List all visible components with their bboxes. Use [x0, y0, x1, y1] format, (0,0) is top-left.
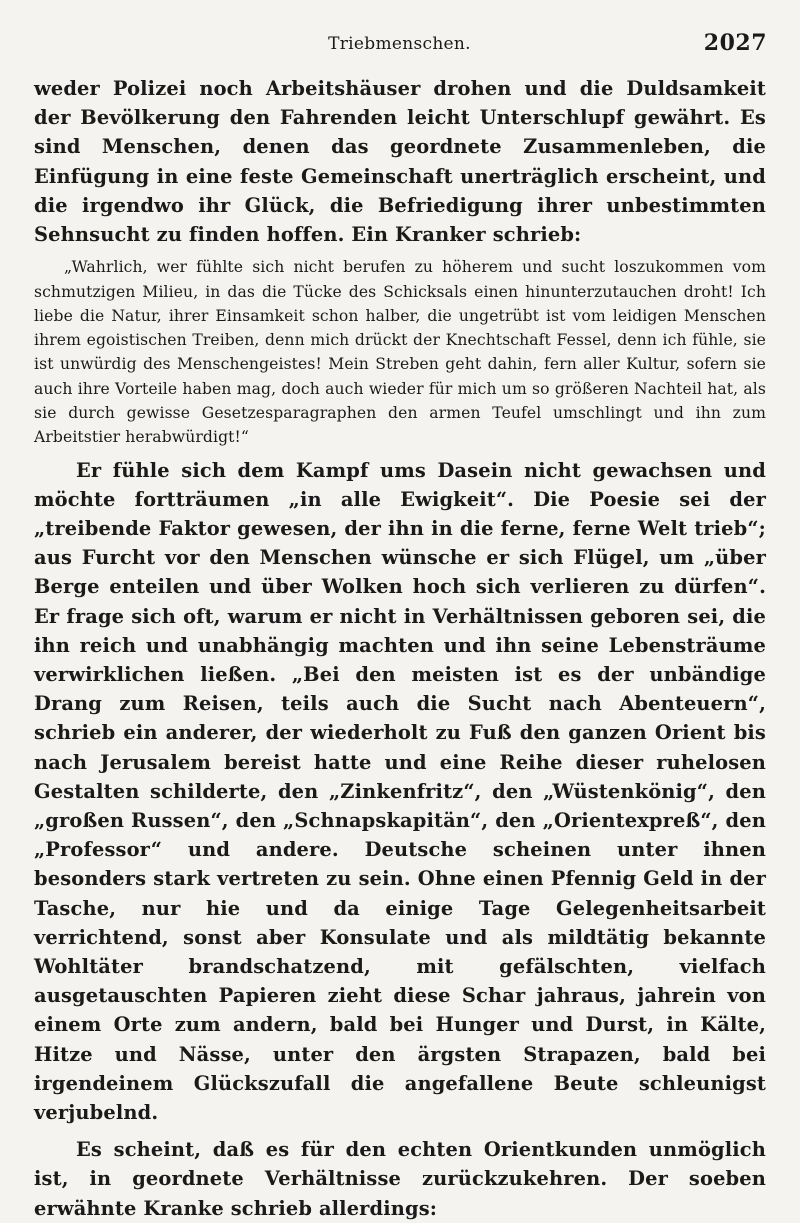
body-text — [34, 74, 766, 1223]
paragraph-1: weder Polizei noch Arbeitshäuser drohen und die Duldsamkeit der Bevölkerung den Fahrenden leicht Unterschlupf gewährt. Es sind Menschen, denen das geordnete Zusammenleben, die Einfügung in eine feste Gemeinschaft unerträglich erscheint, und die irgendwo ihr Glück, die Befriedigung ihrer unbestimmten Sehnsucht zu finden hoffen. Ein Kranker schrieb: — [34, 77, 766, 247]
running-title: Triebmenschen. — [328, 34, 471, 54]
paragraph-2: Er fühle sich dem Kampf ums Dasein nicht gewachsen und möchte fortträumen „in alle Ewigkeit“. Die Poesie sei der „treibende Faktor gewesen, der ihn in die ferne, ferne Welt trieb“; aus Furcht vor den Menschen wünsche er sich Flügel, um „über Berge enteilen und über Wolken hoch sich verlieren zu dürfen“. Er frage sich oft, warum er nicht in Verhältnissen geboren sei, die ihn reich und unabhängig machten und ihn seine Lebensträume verwirklichen ließen. „Bei den meisten ist es der unbändige Drang zum Reisen, teils auch die Sucht nach Abenteuern“, schrieb ein anderer, der wiederholt zu Fuß den ganzen Orient bis nach Jerusalem bereist hatte und eine Reihe dieser ruhelosen Gestalten schilderte, den „Zinkenfritz“, den „Wüstenkönig“, den „großen Russen“, den „Schnapskapitän“, den „Orientexpreß“, den „Professor“ und andere. Deutsche scheinen unter ihnen besonders stark vertreten zu sein. Ohne einen Pfennig Geld in der Tasche, nur hie und da einige Tage Gelegenheitsarbeit verrichtend, sonst aber Konsulate und als mildtätig bekannte Wohltäter brandschatzend, mit gefälschten, vielfach ausgetauschten Papieren zieht diese Schar jahraus, jahrein von einem Orte zum andern, bald bei Hunger und Durst, in Kälte, Hitze und Nässe, unter den ärgsten Strapazen, bald bei irgendeinem Glückszufall die angefallene Beute schleunigst verjubelnd. — [34, 458, 766, 1125]
block-quote: „Wahrlich, wer fühlte sich nicht berufen zu höherem und sucht loszukommen vom schmutzigen Milieu, in das die Tücke des Schicksals einen hinunterzutauchen droht! Ich liebe die Natur, ihrer Einsamkeit schon halber, die ungetrübt ist vom leidigen Menschen ihrem egoistischen Treiben, denn mich drückt der Knechtschaft Fessel, denn ich fühle, sie ist unwürdig des Menschengeistes! Mein Streben geht dahin, fern aller Kultur, sofern sie auch ihre Vorteile haben mag, doch auch wieder für mich um so größeren Nachteil hat, als sie durch gewisse Gesetzesparagraphen den armen Teufel umschlingt und ihn zum Arbeitstier herabwürdigt!“ — [34, 258, 766, 447]
paragraph-3: Es scheint, daß es für den echten Orientkunden unmöglich ist, in geordnete Verhältnisse zurückzukehren. Der soeben erwähnte Kranke schrieb allerdings: — [34, 1138, 766, 1220]
running-header — [32, 30, 767, 60]
page-number: 2027 — [703, 30, 767, 56]
paragraph-gap — [34, 1127, 766, 1135]
